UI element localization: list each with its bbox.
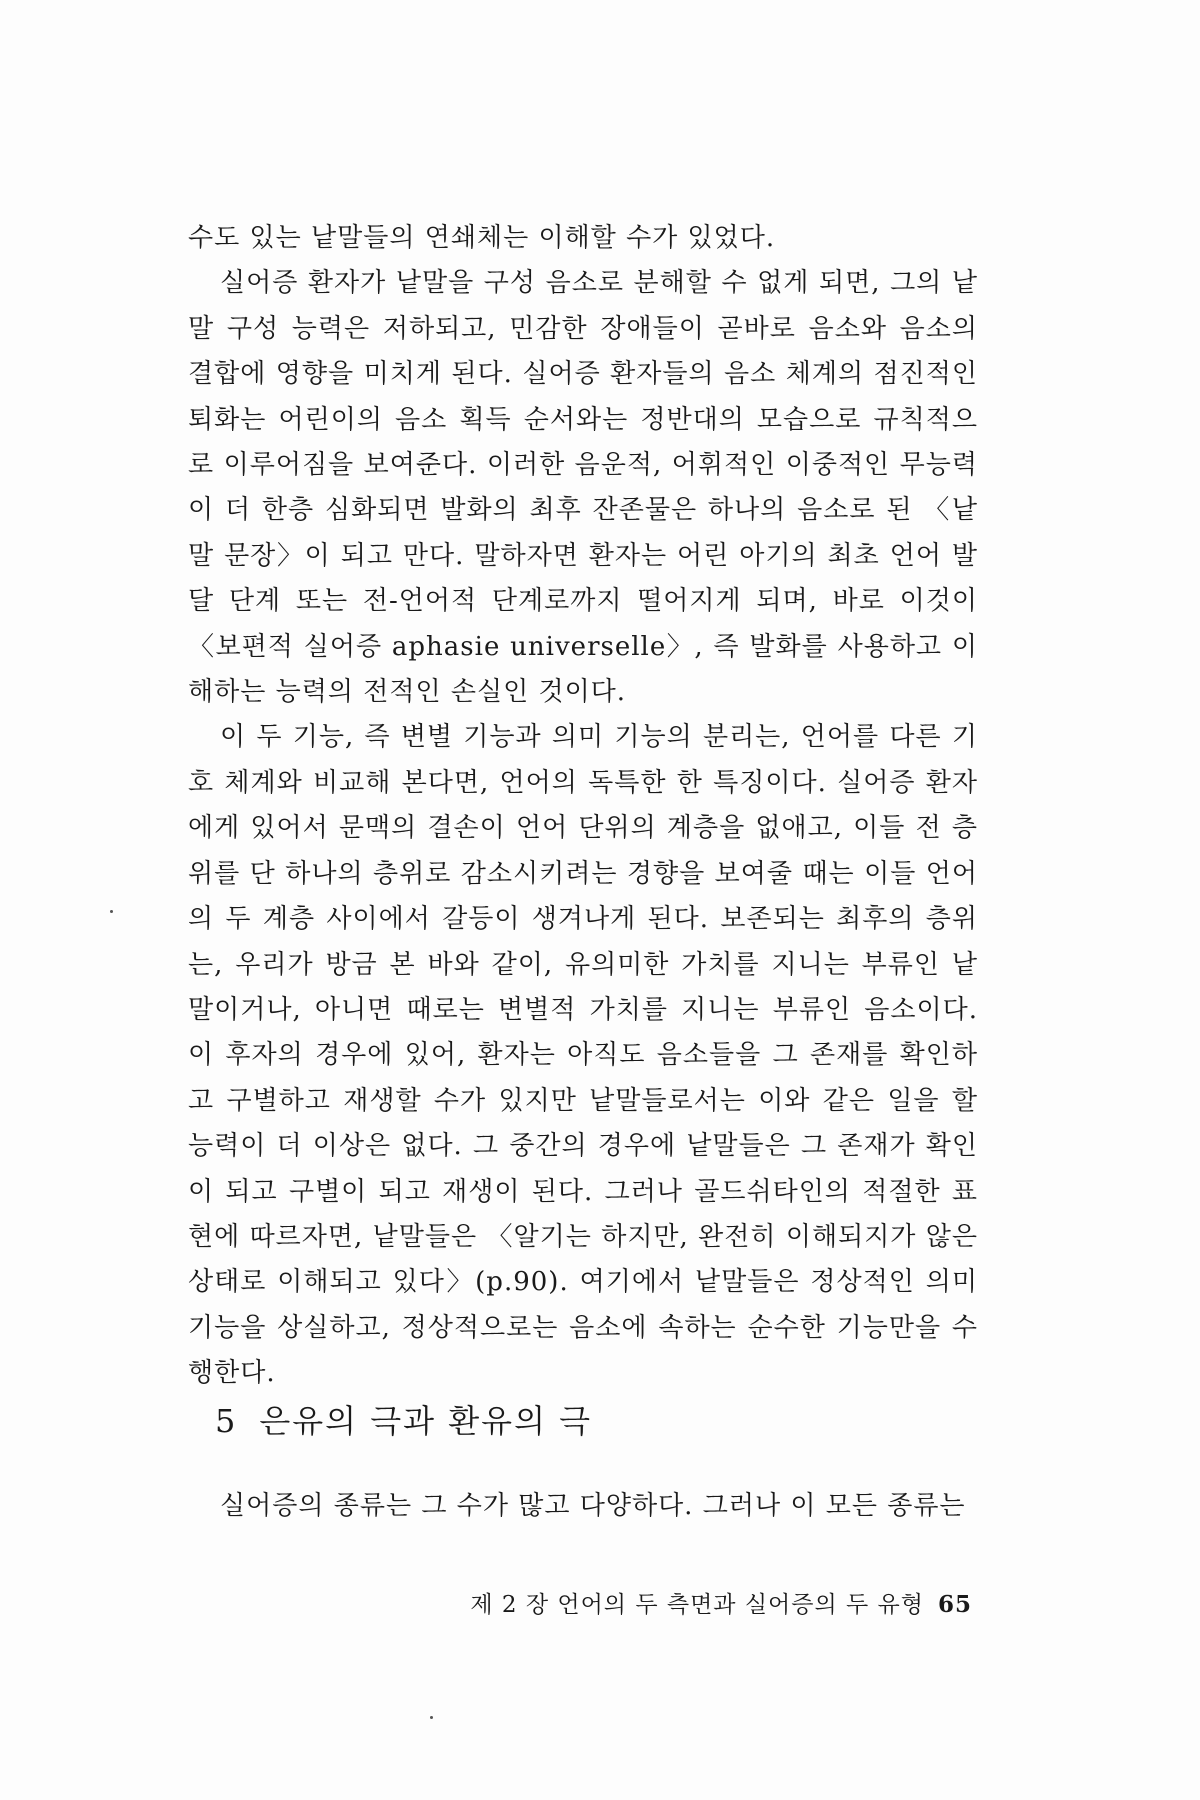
- body-text: [188, 216, 978, 1397]
- section-heading: [215, 1396, 592, 1442]
- page-number: 65: [937, 1591, 972, 1618]
- running-title: 제 2 장 언어의 두 측면과 실어증의 두 유형: [470, 1592, 924, 1618]
- scan-speck: [110, 910, 113, 913]
- section-number: 5: [215, 1402, 238, 1440]
- section-first-line: 실어증의 종류는 그 수가 많고 다양하다. 그러나 이 모든 종류는: [220, 1491, 966, 1521]
- body-paragraph: 이 두 기능, 즉 변별 기능과 의미 기능의 분리는, 언어를 다른 기호 체계와 비교해 본다면, 언어의 독특한 한 특징이다. 실어증 환자에게 있어서 문맥의 결손이 언어 단위의 계층을 없애고, 이들 전 층위를 단 하나의 층위로 감소시키려는 경향을 보여줄 때는 이들 언어의 두 계층 사이에서 갈등이 생겨나게 된다. 보존되는 최후의 층위는, 우리가 방금 본 바와 같이, 유의미한 가치를 지니는 부류인 낱말이거나, 아니면 때로는 변별적 가치를 지니는 부류인 음소이다. 이 후자의 경우에 있어, 환자는 아직도 음소들을 그 존재를 확인하고 구별하고 재생할 수가 있지만 낱말들로서는 이와 같은 일을 할 능력이 더 이상은 없다. 그 중간의 경우에 낱말들은 그 존재가 확인이 되고 구별이 되고 재생이 된다. 그러나 골드쉬타인의 적절한 표현에 따르자면, 낱말들은 〈알기는 하지만, 완전히 이해되지가 않은 상태로 이해되고 있다〉(p.90). 여기에서 낱말들은 정상적인 의미 기능을 상실하고, 정상적으로는 음소에 속하는 순수한 기능만을 수행한다.: [188, 722, 978, 1389]
- body-paragraph: 수도 있는 낱말들의 연쇄체는 이해할 수가 있었다.: [188, 223, 776, 253]
- body-paragraph: 실어증 환자가 낱말을 구성 음소로 분해할 수 없게 되면, 그의 낱말 구성 능력은 저하되고, 민감한 장애들이 곧바로 음소와 음소의 결합에 영향을 미치게 된다. 실어증 환자들의 음소 체계의 점진적인 퇴화는 어린이의 음소 획득 순서와는 정반대의 모습으로 규칙적으로 이루어짐을 보여준다. 이러한 음운적, 어휘적인 이중적인 무능력이 더 한층 심화되면 발화의 최후 잔존물은 하나의 음소로 된 〈낱말 문장〉이 되고 만다. 말하자면 환자는 어린 아기의 최초 언어 발달 단계 또는 전-언어적 단계로까지 떨어지게 되며, 바로 이것이 〈보편적 실어증 aphasie universelle〉, 즉 발화를 사용하고 이해하는 능력의 전적인 손실인 것이다.: [188, 268, 978, 708]
- scan-speck: [430, 1716, 433, 1719]
- section-body-text: [188, 1484, 978, 1529]
- section-title: 은유의 극과 환유의 극: [259, 1402, 593, 1440]
- running-footer: [452, 1586, 972, 1619]
